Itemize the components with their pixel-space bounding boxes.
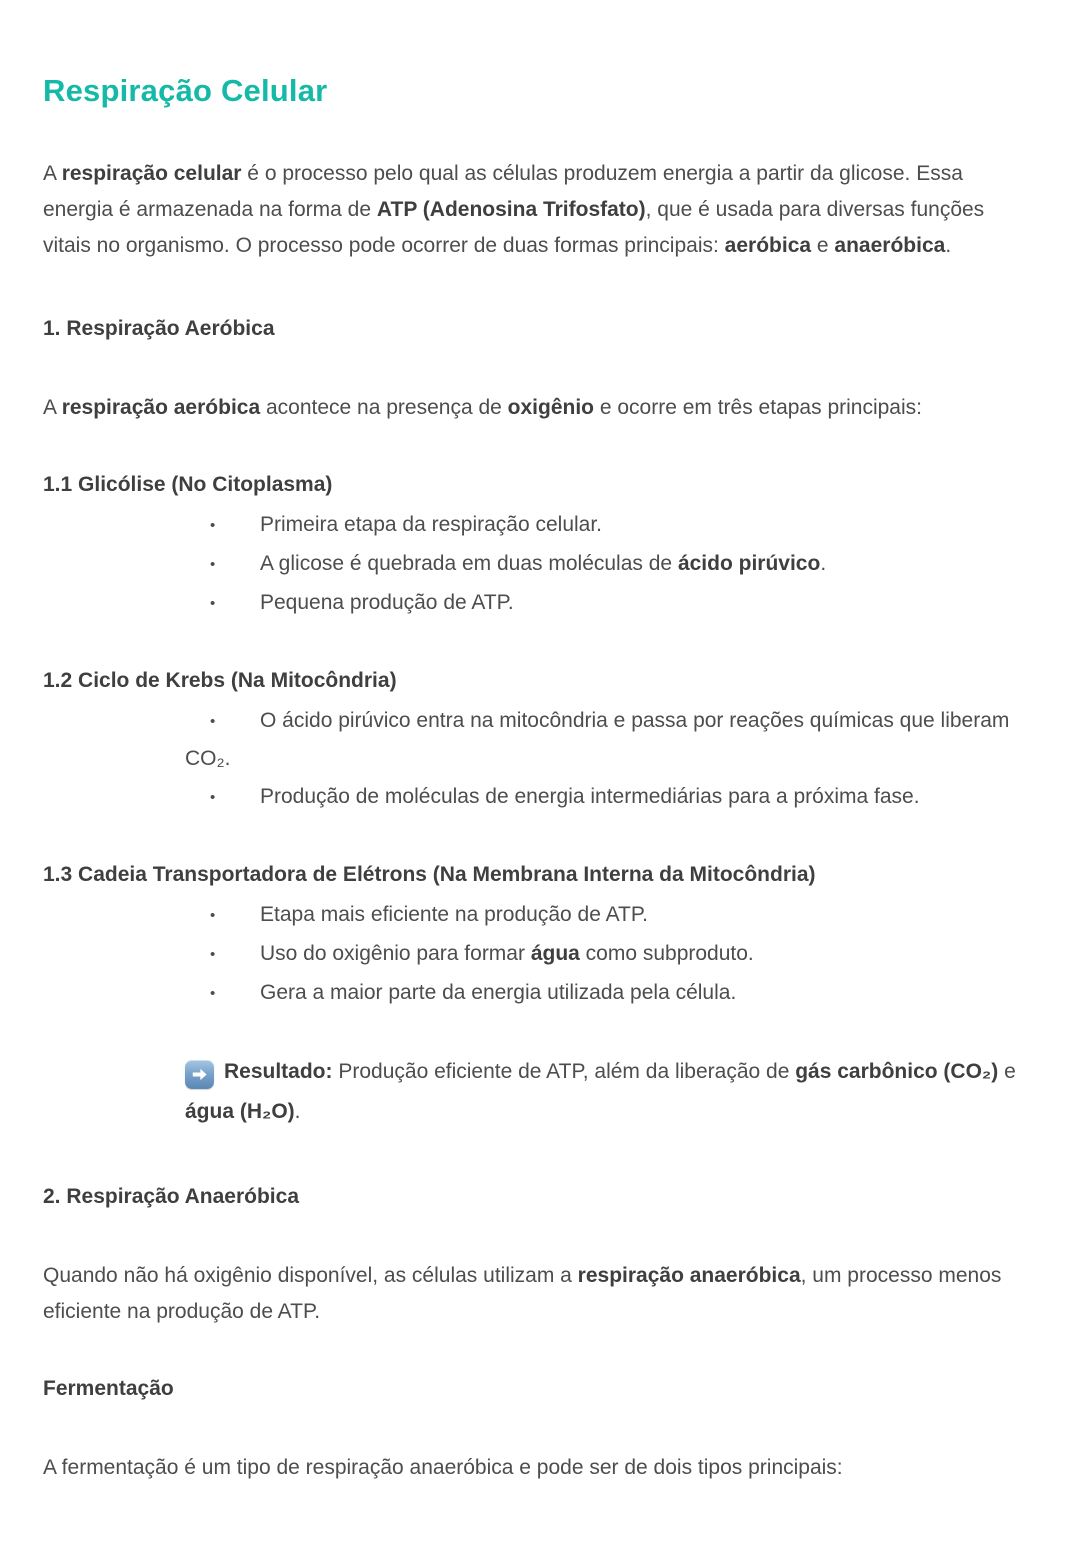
list-item (185, 974, 1035, 1012)
list-item-text: Etapa mais eficiente na produção de ATP. (260, 903, 648, 926)
bullet-marker: • (210, 517, 216, 534)
list-item-text: A glicose é quebrada em duas moléculas de ácido pirúvico. (260, 552, 827, 575)
section-1-intro: A respiração aeróbica acontece na presença de oxigênio e ocorre em três etapas principais: (43, 396, 922, 419)
section-2-intro: Quando não há oxigênio disponível, as células utilizam a respiração anaeróbica, um processo menos eficiente na produção de ATP. (43, 1264, 1002, 1323)
right-arrow-emoji (185, 1060, 214, 1089)
list-item (185, 778, 1035, 816)
bullet-marker: • (210, 907, 216, 924)
page-title: Respiração Celular (43, 73, 328, 108)
list-item (185, 584, 1035, 622)
list-item-text: Gera a maior parte da energia utilizada pela célula. (260, 981, 737, 1004)
fermentation-heading: Fermentação (43, 1377, 174, 1400)
section-1-2-list (185, 702, 1035, 816)
intro-paragraph: A respiração celular é o processo pelo qual as células produzem energia a partir da glicose. Essa energia é armazenada na forma de ATP (Adenosina Trifosfato), que é usada para diversas funções vitais no organismo. O processo pode ocorrer de duas formas principais: aeróbica e anaeróbica. (43, 162, 985, 257)
list-item (185, 935, 1035, 973)
bullet-marker: • (210, 713, 216, 730)
section-1-heading: 1. Respiração Aeróbica (43, 317, 275, 340)
bullet-marker: • (210, 556, 216, 573)
result-text: Resultado: Produção eficiente de ATP, além da liberação de gás carbônico (CO₂) e água (H₂O). (185, 1060, 1016, 1123)
list-item (185, 896, 1035, 934)
section-1-3-heading: 1.3 Cadeia Transportadora de Elétrons (Na Membrana Interna da Mitocôndria) (43, 863, 816, 886)
result-callout (185, 1052, 1035, 1132)
bullet-marker: • (210, 946, 216, 963)
fermentation-intro: A fermentação é um tipo de respiração anaeróbica e pode ser de dois tipos principais: (43, 1456, 843, 1479)
list-item-text: Pequena produção de ATP. (260, 591, 514, 614)
list-item-text: Produção de moléculas de energia intermediárias para a próxima fase. (260, 785, 920, 808)
bullet-marker: • (210, 789, 216, 806)
list-item-text: Uso do oxigênio para formar água como subproduto. (260, 942, 754, 965)
list-item (185, 702, 1035, 777)
list-item (185, 545, 1035, 583)
section-1-3-list (185, 896, 1035, 1012)
section-1-2-heading: 1.2 Ciclo de Krebs (Na Mitocôndria) (43, 669, 397, 692)
section-1-1-heading: 1.1 Glicólise (No Citoplasma) (43, 473, 333, 496)
list-item-text: Primeira etapa da respiração celular. (260, 513, 603, 536)
section-2-heading: 2. Respiração Anaeróbica (43, 1185, 299, 1208)
bullet-marker: • (210, 985, 216, 1002)
list-item-text: O ácido pirúvico entra na mitocôndria e passa por reações químicas que liberam CO₂. (185, 709, 1010, 770)
section-1-1-list (185, 506, 1035, 622)
bullet-marker: • (210, 595, 216, 612)
list-item (185, 506, 1035, 544)
